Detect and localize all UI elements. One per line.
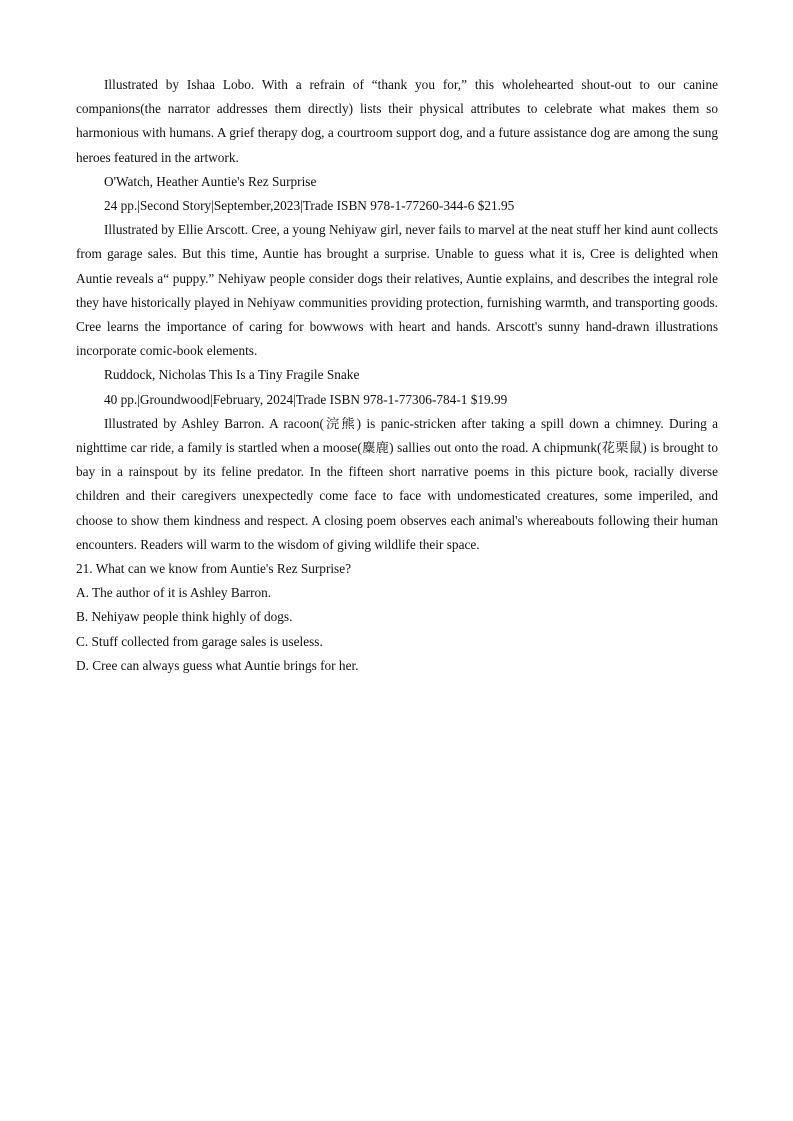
question-stem: 21. What can we know from Auntie's Rez Surprise? <box>76 561 352 577</box>
book-title-2: O'Watch, Heather Auntie's Rez Surprise <box>104 173 317 189</box>
option-d: D. Cree can always guess what Auntie brings for her. <box>76 657 359 673</box>
review-paragraph-2: Illustrated by Ellie Arscott. Cree, a young Nehiyaw girl, never fails to marvel at the neat stuff her kind aunt collects from garage sales. But this time, Auntie has brought a surprise. Unable to guess what it is, Cree is delighted when Auntie reveals a“ puppy.” Nehiyaw people consider dogs their relatives, Auntie explains, and describes the integral role they have historically played in Nehiyaw communities providing protection, furnishing warmth, and transporting goods. Cree learns the importance of caring for bowwows with heart and hands. Arscott's sunny hand-drawn illustrations incorporate comic-book elements. <box>76 222 718 359</box>
review-paragraph-1: Illustrated by Ishaa Lobo. With a refrain of “thank you for,” this wholehearted shout-out to our canine companions(the narrator addresses them directly) lists their physical attributes to celebrate what makes them so harmonious with humans. A grief therapy dog, a courtroom support dog, and a future assistance dog are among the sung heroes featured in the artwork. <box>76 77 718 165</box>
book-title-3: Ruddock, Nicholas This Is a Tiny Fragile Snake <box>104 367 360 383</box>
review-paragraph-3: Illustrated by Ashley Barron. A racoon(浣熊) is panic-stricken after taking a spill down a chimney. During a nighttime car ride, a family is startled when a moose(麋鹿) sallies out onto the road. A chipmunk(花栗鼠) is brought to bay in a rainspout by its feline predator. In the fifteen short narrative poems in this picture book, racially diverse children and their caregivers unexpectedly come face to face with undomesticated creatures, some imperiled, and choose to show them kindness and respect. A closing poem observes each animal's whereabouts following their human encounters. Readers will warm to the wisdom of giving wildlife their space. <box>76 415 718 552</box>
book-meta-2: 24 pp.|Second Story|September,2023|Trade ISBN 978-1-77260-344-6 $21.95 <box>104 198 515 214</box>
document-page <box>76 73 718 678</box>
option-c: C. Stuff collected from garage sales is useless. <box>76 633 323 649</box>
book-meta-3: 40 pp.|Groundwood|February, 2024|Trade ISBN 978-1-77306-784-1 $19.99 <box>104 391 508 407</box>
option-a: A. The author of it is Ashley Barron. <box>76 585 272 601</box>
option-b: B. Nehiyaw people think highly of dogs. <box>76 609 293 625</box>
